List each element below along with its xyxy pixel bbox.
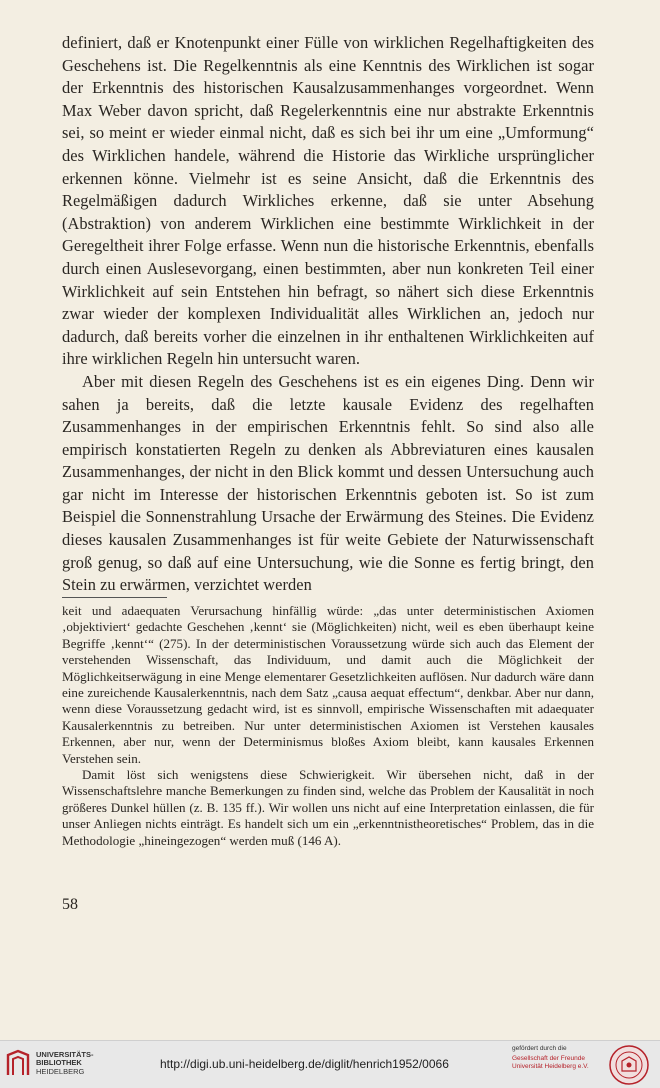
body-paragraph-1: definiert, daß er Knotenpunkt einer Fülle von wirklichen Regelhaftigkeiten des Geschehens ist. Die Regelkenntnis als eine Kenntnis des Wirklichen ist sogar der Erkenntnis des historischen Kausalzusammenhanges vorgeordnet. Wenn Max Weber davon spricht, daß Regelerkenntnis eine nur abstrakte Erkenntnis sei, so meint er wieder einmal nicht, daß es sich bei ihr um eine „Umformung“ des Wirklichen handele, während die Historie das Wirkliche ursprünglicher erkennen könne. Vielmehr ist es seine Ansicht, daß die Erkenntnis des Regelmäßigen dadurch Wirkliches erkenne, daß sie unter Absehung (Abstraktion) von anderem Wirklichen eine bestimmte Wirklichkeit in der Geregeltheit ihrer Folge erfasse. Wenn nun die historische Erkenntnis, ebenfalls durch einen Auslesevorgang, einen bestimmten, aber nun konkreten Teil einer Wirklichkeit auf sein Entstehen hin befragt, so nähert sich diese Erkenntnis zwar wieder der komplexen Individualität alles Wirklichen an, jedoch nur dadurch, daß bereits vorher die einzelnen in ihr enthaltenen Wirklichkeiten auf ihre wirklichen Regeln hin untersucht waren. — [62, 33, 594, 369]
library-name: UNIVERSITÄTS- BIBLIOTHEK HEIDELBERG — [36, 1050, 94, 1076]
main-text — [62, 32, 594, 597]
digital-copy-url[interactable]: http://digi.ub.uni-heidelberg.de/diglit/henrich1952/0066 — [160, 1057, 449, 1071]
footnotes — [62, 603, 594, 849]
university-seal-icon — [608, 1044, 650, 1086]
footnote-paragraph: Damit löst sich wenigstens diese Schwierigkeit. Wir übersehen nicht, daß in der Wissenschaftslehre manche Bemerkungen zu finden sind, welche das Problem der Kausalität in noch größeres Dunkel hüllen (z. B. 135 ff.). Wir wollen uns nicht auf eine Interpretation einlassen, die für unser Anliegen nichts einträgt. Es handelt sich um ein „erkenntnistheoretisches“ Problem, das in die Methodologie „hineingezogen“ werden muß (146 A). — [62, 767, 594, 848]
sponsor-label: gefördert durch die — [512, 1045, 567, 1052]
viewer-footer — [0, 1040, 660, 1088]
body-paragraph-2: Aber mit diesen Regeln des Geschehens ist es ein eigenes Ding. Denn wir sahen ja bereits, daß die letzte kausale Evidenz des regelhaften Zusammenhanges in der empirischen Erkenntnis fehlt. So sind also alle empirisch konstatierten Regeln zu denken als Abbreviaturen eines kausalen Zusammenhanges, der nicht in den Blick kommt und dessen Untersuchung auch gar nicht im Interesse der historischen Erkenntnis geboten ist. So ist zum Beispiel die Sonnenstrahlung Ursache der Erwärmung des Steines. Die Evidenz dieses kausalen Zusammenhanges ist für weite Gebiete der Naturwissenschaft groß genug, so daß auf eine Untersuchung, wie die Sonne es fertig bringt, den Stein zu erwärmen, verzichtet werden — [62, 371, 594, 595]
library-logo-icon — [6, 1049, 30, 1077]
footnote-separator — [62, 597, 167, 598]
sponsor-name: Gesellschaft der Freunde Universität Heidelberg e.V. — [512, 1055, 589, 1070]
page-number: 58 — [62, 896, 78, 913]
footnote-continuation: keit und adaequaten Verursachung hinfällig würde: „das unter deterministischen Axiomen ‚objektiviert‘ gedachte Geschehen ‚kennt‘ sie (Möglichkeiten) nicht, weil es eben überhaupt keine Begriffe ‚kennt‘“ (275). In der deterministischen Voraussetzung würde sich auch das Element der verstehenden Wissenschaft, das Individuum, und damit auch die Möglichkeit der Möglichkeitserwägung in eine Menge elementarer Gesetzlichkeiten auflösen. Nur dadurch wäre dann eine zureichende Kausalerkenntnis, nach dem Satz „causa aequat effectum“, denkbar. Aber nur dann, wenn diese Voraussetzung gedacht wird, ist es sinnvoll, empirische Wissenschaften mit adaequater Kausalerkenntnis zu betreiben. Nur unter deterministischen Axiomen ist Verstehen kausales Erkennen, aber nur, wenn der Determinismus bloßes Axiom bleibt, kann kausales Erkennen Verstehen sein. — [62, 603, 594, 766]
